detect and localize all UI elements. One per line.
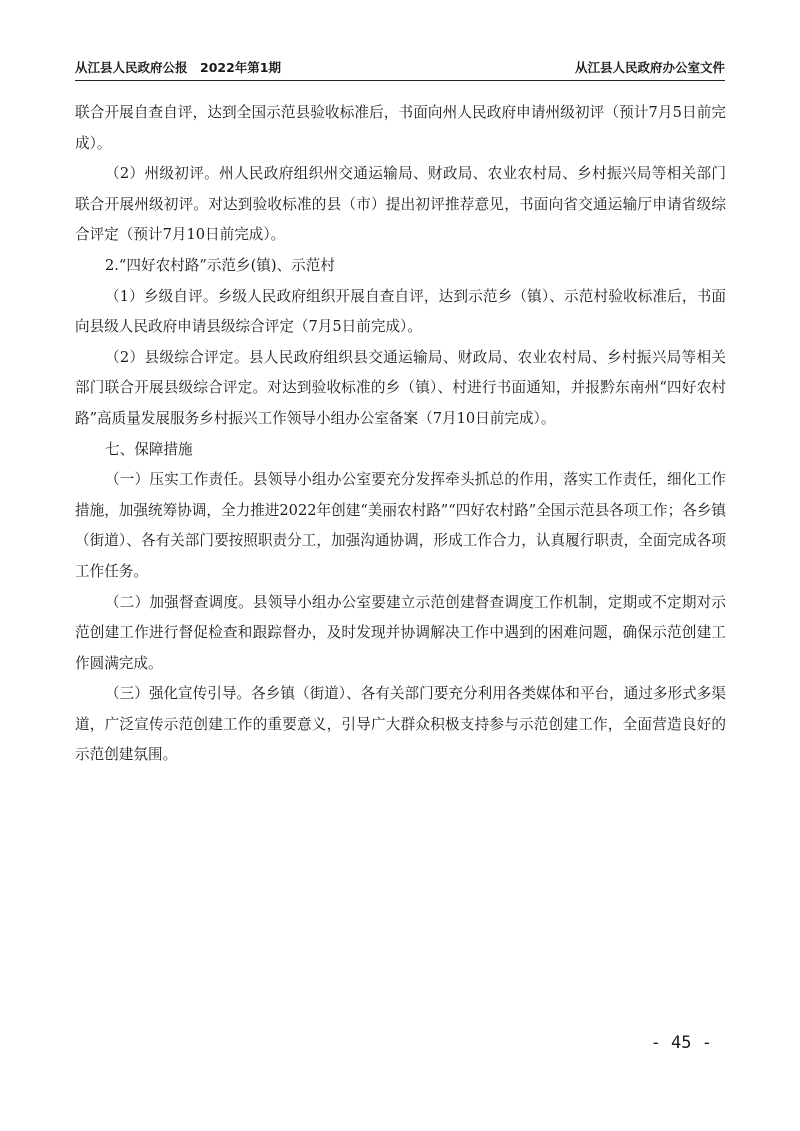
document-body (75, 98, 726, 771)
header-publication-title: 从江县人民政府公报 2022年第1期 (75, 60, 281, 75)
header-issuer: 从江县人民政府办公室文件 (574, 60, 725, 75)
subsection-heading: 2.“四好农村路”示范乡(镇)、示范村 (105, 256, 335, 274)
page-header (75, 58, 725, 76)
body-paragraph: （2）州级初评。州人民政府组织州交通运输局、财政局、农业农村局、乡村振兴局等相关部门联合开展州级初评。对达到验收标准的县（市）提出初评推荐意见，书面向省交通运输厅申请省级综合评定（预计7月10日前完成）。 (75, 165, 726, 244)
page-number: - 45 - (650, 1033, 712, 1053)
body-paragraph: （2）县级综合评定。县人民政府组织县交通运输局、财政局、农业农村局、乡村振兴局等相关部门联合开展县级综合评定。对达到验收标准的乡（镇）、村进行书面通知，并报黔东南州“四好农村路”高质量发展服务乡村振兴工作领导小组办公室备案（7月10日前完成）。 (75, 348, 726, 427)
body-paragraph: 联合开展自查自评，达到全国示范县验收标准后，书面向州人民政府申请州级初评（预计7月5日前完成）。 (75, 104, 726, 152)
header-rule (75, 80, 725, 81)
body-paragraph: （三）强化宣传引导。各乡镇（街道）、各有关部门要充分利用各类媒体和平台，通过多形式多渠道，广泛宣传示范创建工作的重要意义，引导广大群众积极支持参与示范创建工作，全面营造良好的示范创建氛围。 (75, 685, 726, 764)
body-paragraph: （一）压实工作责任。县领导小组办公室要充分发挥牵头抓总的作用，落实工作责任，细化工作措施，加强统筹协调，全力推进2022年创建“美丽农村路”“四好农村路”全国示范县各项工作；各乡镇（街道）、各有关部门要按照职责分工，加强沟通协调，形成工作合力，认真履行职责，全面完成各项工作任务。 (75, 471, 726, 580)
body-paragraph: （1）乡级自评。乡级人民政府组织开展自查自评，达到示范乡（镇）、示范村验收标准后，书面向县级人民政府申请县级综合评定（7月5日前完成）。 (75, 287, 726, 336)
body-paragraph: （二）加强督查调度。县领导小组办公室要建立示范创建督查调度工作机制，定期或不定期对示范创建工作进行督促检查和跟踪督办，及时发现并协调解决工作中遇到的困难问题，确保示范创建工作圆满完成。 (75, 593, 726, 672)
section-heading: 七、保障措施 (105, 440, 193, 458)
